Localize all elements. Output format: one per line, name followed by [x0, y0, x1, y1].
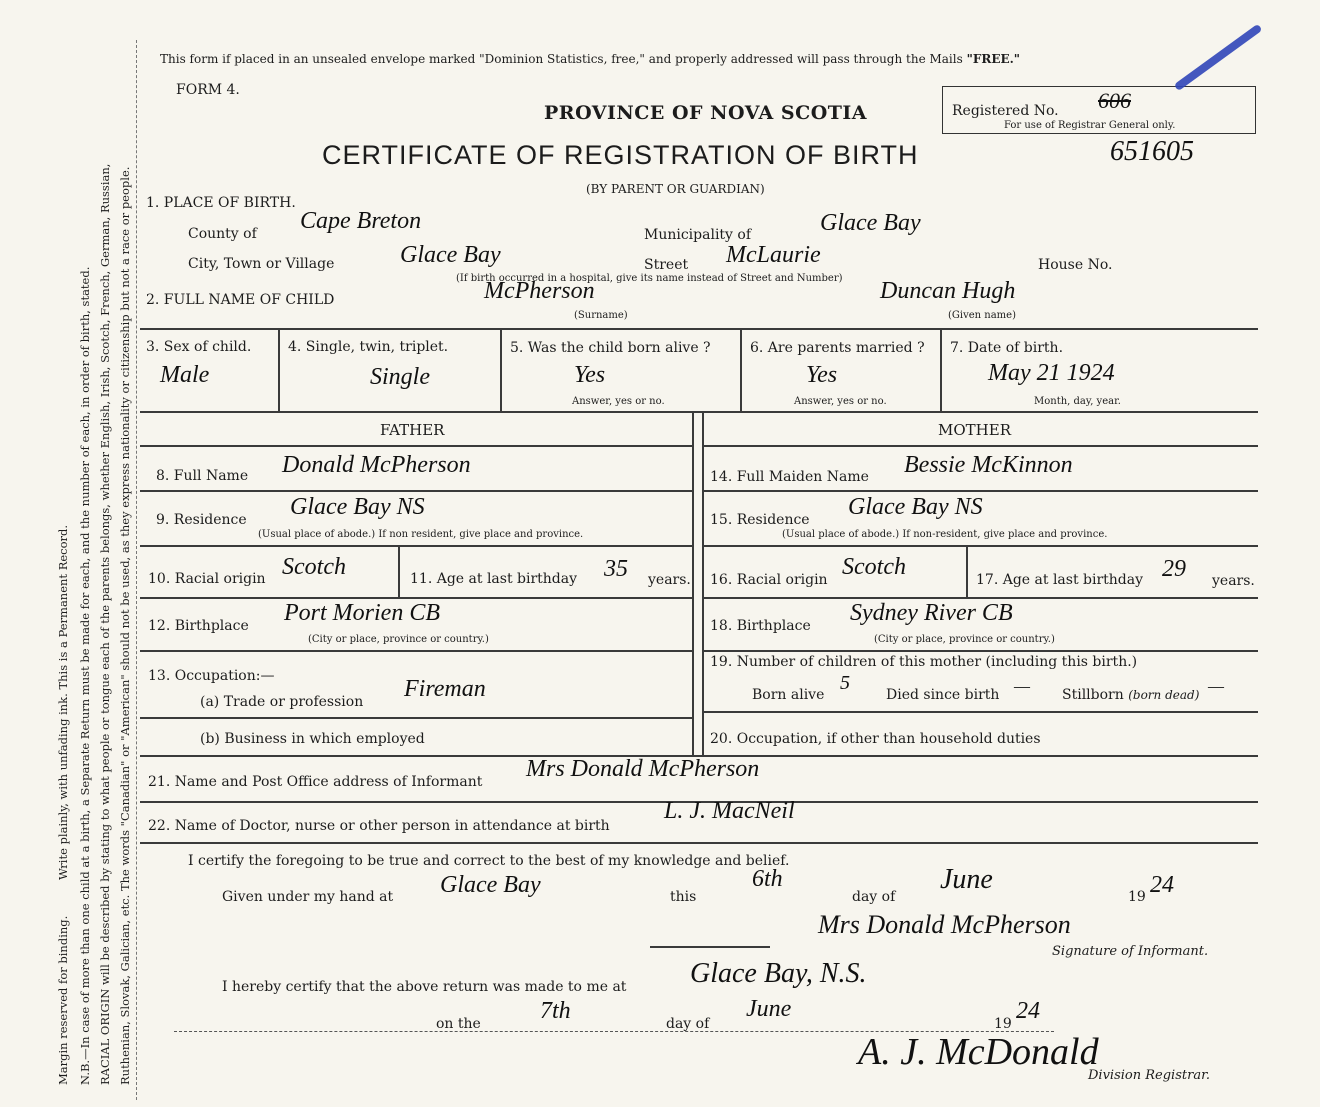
registrar-year-value: 24 — [1016, 998, 1040, 1024]
died-since-birth-value: — — [1014, 676, 1031, 696]
certify-separator — [650, 946, 770, 948]
mother-years-label: years. — [1212, 573, 1255, 589]
house-number-label: House No. — [1038, 257, 1113, 273]
father-racial-origin-value: Scotch — [282, 554, 346, 580]
street-label: Street — [644, 257, 689, 273]
free-label: "FREE." — [966, 52, 1021, 66]
blue-pencil-mark — [1174, 24, 1263, 92]
father-name-label: 8. Full Name — [156, 468, 249, 484]
registrar-year-prefix: 19 — [994, 1016, 1012, 1032]
mother-row-line-5 — [702, 711, 1258, 713]
born-alive-note: Answer, yes or no. — [572, 396, 665, 407]
mother-residence-label: 15. Residence — [710, 512, 810, 528]
mother-row-line-1 — [702, 490, 1258, 492]
mother-birthplace-value: Sydney River CB — [850, 600, 1013, 626]
given-month-value: June — [940, 864, 993, 895]
city-value: Glace Bay — [400, 242, 501, 268]
row3-divider-2 — [500, 328, 502, 411]
mother-birthplace-label: 18. Birthplace — [710, 618, 811, 634]
father-row-line-1 — [140, 490, 692, 492]
mother-age-divider — [966, 545, 968, 597]
heading-underline-right — [702, 445, 1258, 447]
given-year-value: 24 — [1150, 872, 1174, 898]
margin-instructions: Write plainly, with unfading ink. This is a Permanent Record. — [56, 524, 70, 880]
stillborn-label — [1062, 687, 1199, 703]
mother-name-label: 14. Full Maiden Name — [710, 469, 869, 485]
father-age-label: 11. Age at last birthday — [410, 571, 578, 587]
informant-label: 21. Name and Post Office address of Informant — [148, 774, 483, 790]
registered-label: Registered No. — [952, 103, 1059, 119]
margin-binding-note: Margin reserved for binding. — [56, 915, 70, 1085]
given-day-of-label: day of — [852, 889, 896, 905]
province-heading: PROVINCE OF NOVA SCOTIA — [544, 102, 868, 124]
mother-racial-origin-value: Scotch — [842, 554, 906, 580]
born-alive-count-label: Born alive — [752, 687, 825, 703]
father-racial-origin-label: 10. Racial origin — [148, 571, 266, 587]
father-years-label: years. — [648, 572, 691, 588]
doctor-value: L. J. MacNeil — [664, 798, 795, 824]
stillborn-text: Stillborn — [1062, 687, 1124, 703]
county-value: Cape Breton — [300, 208, 422, 234]
registrar-statement: I hereby certify that the above return was made to me at — [222, 979, 627, 995]
died-since-birth-label: Died since birth — [886, 687, 1000, 703]
place-of-birth-label: 1. PLACE OF BIRTH. — [146, 195, 296, 211]
stillborn-value: — — [1208, 676, 1225, 696]
heading-underline-left — [140, 445, 692, 447]
certify-statement: I certify the foregoing to be true and correct to the best of my knowledge and belief. — [188, 853, 790, 869]
mother-birthplace-note: (City or place, province or country.) — [874, 634, 1055, 645]
hospital-note: (If birth occurred in a hospital, give its name instead of Street and Number) — [456, 273, 843, 284]
father-row-line-2 — [140, 545, 692, 547]
given-under-hand-label: Given under my hand at — [222, 889, 394, 905]
registrar-place-value: Glace Bay, N.S. — [690, 958, 867, 989]
mother-heading: MOTHER — [938, 421, 1011, 439]
row3-bottom-line — [140, 411, 1258, 413]
born-alive-label: 5. Was the child born alive ? — [510, 340, 711, 356]
mother-name-value: Bessie McKinnon — [904, 452, 1073, 478]
city-label: City, Town or Village — [188, 256, 335, 272]
given-place-value: Glace Bay — [440, 872, 541, 898]
registrar-month-value: June — [746, 996, 792, 1022]
parents-married-note: Answer, yes or no. — [794, 396, 887, 407]
father-residence-value: Glace Bay NS — [290, 494, 425, 520]
street-value: McLaurie — [726, 242, 821, 268]
date-of-birth-label: 7. Date of birth. — [950, 340, 1064, 356]
informant-signature-caption: Signature of Informant. — [1052, 944, 1209, 959]
father-residence-label: 9. Residence — [156, 512, 247, 528]
certificate-title: CERTIFICATE OF REGISTRATION OF BIRTH — [322, 140, 919, 170]
row3-divider-1 — [278, 328, 280, 411]
father-abode-note: (Usual place of abode.) If non resident, give place and province. — [258, 529, 584, 540]
father-age-value: 35 — [604, 556, 628, 582]
mother-abode-note: (Usual place of abode.) If non-resident, give place and province. — [782, 529, 1108, 540]
sex-label: 3. Sex of child. — [146, 339, 252, 355]
mother-children-label: 19. Number of children of this mother (including this birth.) — [710, 654, 1138, 670]
municipality-value: Glace Bay — [820, 210, 921, 236]
father-trade-label: (a) Trade or profession — [200, 694, 364, 710]
center-divider-right — [702, 411, 704, 755]
parents-married-label: 6. Are parents married ? — [750, 340, 925, 356]
mother-age-label: 17. Age at last birthday — [976, 572, 1144, 588]
doctor-line — [140, 842, 1258, 844]
mother-occupation-label: 20. Occupation, if other than household duties — [710, 731, 1041, 747]
registrar-on-the-label: on the — [436, 1016, 481, 1032]
registration-number: 651605 — [1110, 136, 1194, 167]
registrar-caption: Division Registrar. — [1088, 1068, 1210, 1083]
father-heading: FATHER — [380, 421, 445, 439]
sex-value: Male — [160, 362, 210, 388]
child-surname-value: McPherson — [484, 278, 595, 304]
given-year-prefix: 19 — [1128, 889, 1146, 905]
father-trade-value: Fireman — [404, 676, 486, 702]
father-age-divider — [398, 545, 400, 597]
father-name-value: Donald McPherson — [282, 452, 471, 478]
informant-value: Mrs Donald McPherson — [526, 756, 760, 782]
form-number: FORM 4. — [176, 82, 240, 98]
born-alive-count-value: 5 — [840, 672, 850, 694]
registrar-signature: A. J. McDonald — [858, 1031, 1099, 1073]
registered-value: 606 — [1098, 88, 1131, 113]
date-of-birth-value: May 21 1924 — [988, 360, 1115, 386]
center-divider-left — [692, 411, 694, 755]
row3-top-line — [140, 328, 1258, 330]
stillborn-note: (born dead) — [1128, 688, 1200, 702]
mother-row-line-4 — [702, 650, 1258, 652]
mother-racial-origin-label: 16. Racial origin — [710, 572, 828, 588]
father-business-label: (b) Business in which employed — [200, 731, 425, 747]
registrar-use-note: For use of Registrar General only. — [1004, 120, 1176, 131]
father-row-line-3 — [140, 597, 692, 599]
margin-racial-origin-note-2: Ruthenian, Slovak, Galician, etc. The words "Canadian" or "American" should not be used, as they express nationality or citizenship but not a race or people. — [118, 166, 132, 1085]
mother-row-line-2 — [702, 545, 1258, 547]
given-this-label: this — [670, 889, 697, 905]
margin-racial-origin-note-1: RACIAL ORIGIN will be described by stating to what people or tongue each of the parents belongs, whether English, Irish, Scotch, French, German, Russian, — [98, 163, 112, 1085]
row3-divider-3 — [740, 328, 742, 411]
child-given-name-value: Duncan Hugh — [880, 278, 1016, 304]
registrar-day-of-label: day of — [666, 1016, 710, 1032]
date-of-birth-note: Month, day, year. — [1034, 396, 1121, 407]
single-twin-label: 4. Single, twin, triplet. — [288, 339, 449, 355]
registrar-day-value: 7th — [540, 998, 571, 1024]
child-name-label: 2. FULL NAME OF CHILD — [146, 292, 335, 308]
municipality-label: Municipality of — [644, 227, 752, 243]
born-alive-value: Yes — [574, 362, 606, 388]
informant-signature: Mrs Donald McPherson — [818, 910, 1071, 939]
mother-row-line-3 — [702, 597, 1258, 599]
parents-married-value: Yes — [806, 362, 838, 388]
father-birthplace-note: (City or place, province or country.) — [308, 634, 489, 645]
margin-nb-note: N.B.—In case of more than one child at a birth, a Separate Return must be made for each, and the number of each, in order of birth, stated. — [78, 266, 92, 1085]
father-row-line-5 — [140, 717, 692, 719]
father-occupation-label: 13. Occupation:— — [148, 668, 275, 684]
single-twin-value: Single — [370, 364, 430, 390]
row3-divider-4 — [940, 328, 942, 411]
father-birthplace-value: Port Morien CB — [284, 600, 440, 626]
father-birthplace-label: 12. Birthplace — [148, 618, 249, 634]
mother-age-value: 29 — [1162, 556, 1186, 582]
given-name-caption: (Given name) — [948, 310, 1016, 321]
surname-caption: (Surname) — [574, 310, 628, 321]
certificate-subtitle: (BY PARENT OR GUARDIAN) — [586, 182, 765, 196]
county-label: County of — [188, 226, 257, 242]
mother-residence-value: Glace Bay NS — [848, 494, 983, 520]
father-row-line-4 — [140, 650, 692, 652]
mail-notice: This form if placed in an unsealed envelope marked "Dominion Statistics, free," and properly addressed will pass through the Mails "FREE." — [160, 52, 1021, 66]
doctor-label: 22. Name of Doctor, nurse or other person in attendance at birth — [148, 818, 610, 834]
margin-binding-line — [136, 40, 139, 1100]
given-day-value: 6th — [752, 866, 783, 892]
